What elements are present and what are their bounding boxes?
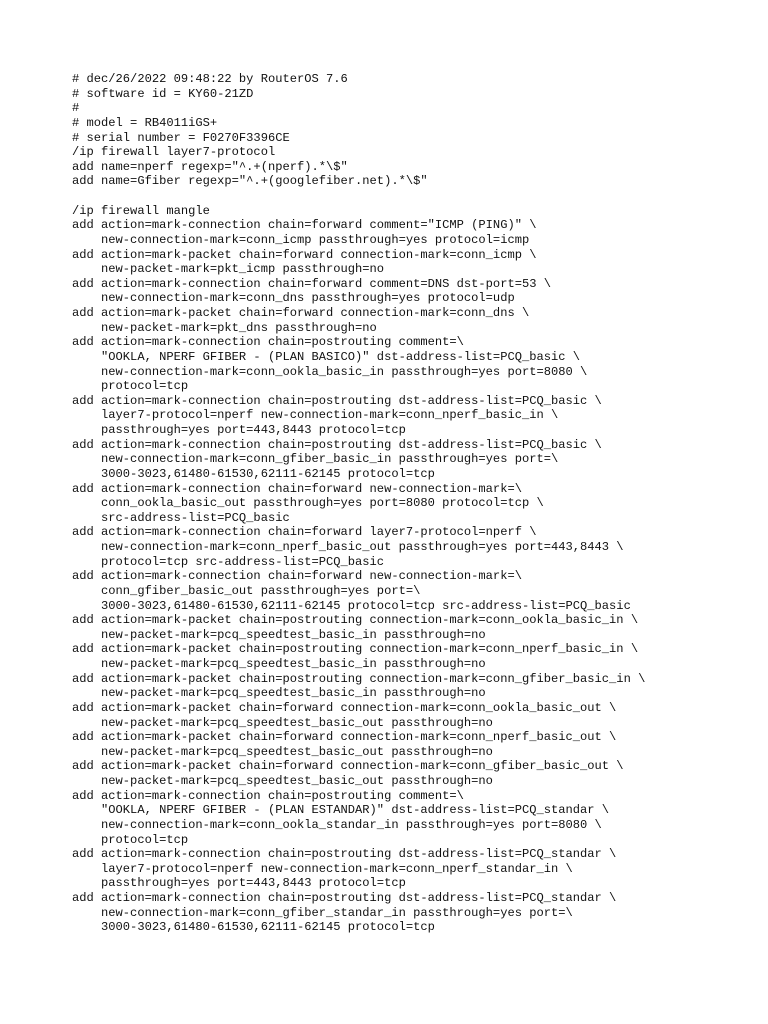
code-line: new-packet-mark=pcq_speedtest_basic_in passthrough=no (72, 686, 486, 701)
code-line: new-packet-mark=pkt_dns passthrough=no (72, 320, 377, 335)
code-line: new-packet-mark=pkt_icmp passthrough=no (72, 262, 385, 277)
code-line: add action=mark-packet chain=forward connection-mark=conn_ookla_basic_out \ (72, 700, 617, 715)
code-line: add action=mark-packet chain=postrouting connection-mark=conn_nperf_basic_in \ (72, 642, 639, 657)
document-page (72, 72, 762, 935)
header-software-id-line: # software id = KY60-21ZD (72, 86, 254, 101)
code-line: add action=mark-packet chain=forward connection-mark=conn_nperf_basic_out \ (72, 730, 617, 745)
code-line: add name=nperf regexp="^.+(nperf).*\$" (72, 159, 348, 174)
code-line: add name=Gfiber regexp="^.+(googlefiber.net).*\$" (72, 174, 428, 189)
code-line: add action=mark-packet chain=postrouting connection-mark=conn_gfiber_basic_in \ (72, 671, 646, 686)
code-line: add action=mark-connection chain=postrouting dst-address-list=PCQ_standar \ (72, 847, 617, 862)
code-line: add action=mark-connection chain=postrouting dst-address-list=PCQ_basic \ (72, 393, 602, 408)
header-model-line: # model = RB4011iGS+ (72, 115, 218, 130)
code-line: new-connection-mark=conn_dns passthrough=yes protocol=udp (72, 291, 515, 306)
code-line: 3000-3023,61480-61530,62111-62145 protocol=tcp src-address-list=PCQ_basic (72, 598, 631, 613)
code-line: new-packet-mark=pcq_speedtest_basic_in passthrough=no (72, 627, 486, 642)
code-line: protocol=tcp (72, 379, 189, 394)
code-line: passthrough=yes port=443,8443 protocol=tcp (72, 876, 406, 891)
blank-line (72, 189, 762, 204)
code-line: add action=mark-connection chain=postrouting dst-address-list=PCQ_standar \ (72, 891, 617, 905)
header-date-line: # dec/26/2022 09:48:22 by RouterOS 7.6 (72, 72, 348, 86)
code-line: new-connection-mark=conn_gfiber_standar_in passthrough=yes port=\ (72, 905, 573, 920)
code-line: add action=mark-connection chain=postrouting comment=\ (72, 788, 464, 803)
code-line: new-connection-mark=conn_gfiber_basic_in passthrough=yes port=\ (72, 452, 559, 467)
code-line: add action=mark-packet chain=forward connection-mark=conn_dns \ (72, 306, 530, 320)
code-line: layer7-protocol=nperf new-connection-mark=conn_nperf_basic_in \ (72, 408, 559, 423)
header-serial-line: # serial number = F0270F3396CE (72, 130, 290, 145)
code-line: add action=mark-connection chain=postrouting comment=\ (72, 335, 464, 350)
code-line: protocol=tcp src-address-list=PCQ_basic (72, 554, 385, 569)
code-line: conn_gfiber_basic_out passthrough=yes port=\ (72, 583, 421, 598)
code-line: add action=mark-packet chain=forward connection-mark=conn_icmp \ (72, 247, 537, 262)
code-line: add action=mark-connection chain=forward new-connection-mark=\ (72, 569, 522, 584)
header-comment-line: # (72, 101, 80, 116)
code-line: new-connection-mark=conn_icmp passthrough=yes protocol=icmp (72, 232, 530, 247)
code-line: protocol=tcp (72, 832, 189, 847)
code-line: add action=mark-connection chain=forward new-connection-mark=\ (72, 481, 522, 496)
code-line: add action=mark-packet chain=forward connection-mark=conn_gfiber_basic_out \ (72, 759, 624, 774)
code-line: new-packet-mark=pcq_speedtest_basic_out passthrough=no (72, 715, 493, 730)
code-line: add action=mark-connection chain=forward comment=DNS dst-port=53 \ (72, 276, 551, 291)
code-line: new-packet-mark=pcq_speedtest_basic_out passthrough=no (72, 774, 493, 788)
code-line: add action=mark-packet chain=postrouting connection-mark=conn_ookla_basic_in \ (72, 613, 639, 628)
code-line: src-address-list=PCQ_basic (72, 510, 290, 525)
code-line: new-connection-mark=conn_ookla_basic_in passthrough=yes port=8080 \ (72, 364, 588, 379)
code-line: passthrough=yes port=443,8443 protocol=tcp (72, 423, 406, 437)
code-line: add action=mark-connection chain=forward comment="ICMP (PING)" \ (72, 218, 537, 233)
code-line: conn_ookla_basic_out passthrough=yes port=8080 protocol=tcp \ (72, 496, 544, 511)
code-line: "OOKLA, NPERF GFIBER - (PLAN ESTANDAR)" dst-address-list=PCQ_standar \ (72, 803, 610, 818)
code-line: layer7-protocol=nperf new-connection-mark=conn_nperf_standar_in \ (72, 861, 573, 876)
code-line: new-connection-mark=conn_ookla_standar_in passthrough=yes port=8080 \ (72, 817, 602, 832)
code-line: add action=mark-connection chain=forward layer7-protocol=nperf \ (72, 525, 537, 540)
code-line: new-connection-mark=conn_nperf_basic_out passthrough=yes port=443,8443 \ (72, 540, 624, 554)
code-line: 3000-3023,61480-61530,62111-62145 protocol=tcp (72, 466, 435, 481)
section-layer7-protocol: /ip firewall layer7-protocol (72, 145, 276, 160)
code-line: new-packet-mark=pcq_speedtest_basic_out passthrough=no (72, 744, 493, 759)
code-line: new-packet-mark=pcq_speedtest_basic_in passthrough=no (72, 657, 486, 671)
code-line: 3000-3023,61480-61530,62111-62145 protocol=tcp (72, 920, 435, 935)
code-line: "OOKLA, NPERF GFIBER - (PLAN BASICO)" dst-address-list=PCQ_basic \ (72, 349, 581, 364)
section-mangle: /ip firewall mangle (72, 203, 210, 218)
code-line: add action=mark-connection chain=postrouting dst-address-list=PCQ_basic \ (72, 437, 602, 452)
